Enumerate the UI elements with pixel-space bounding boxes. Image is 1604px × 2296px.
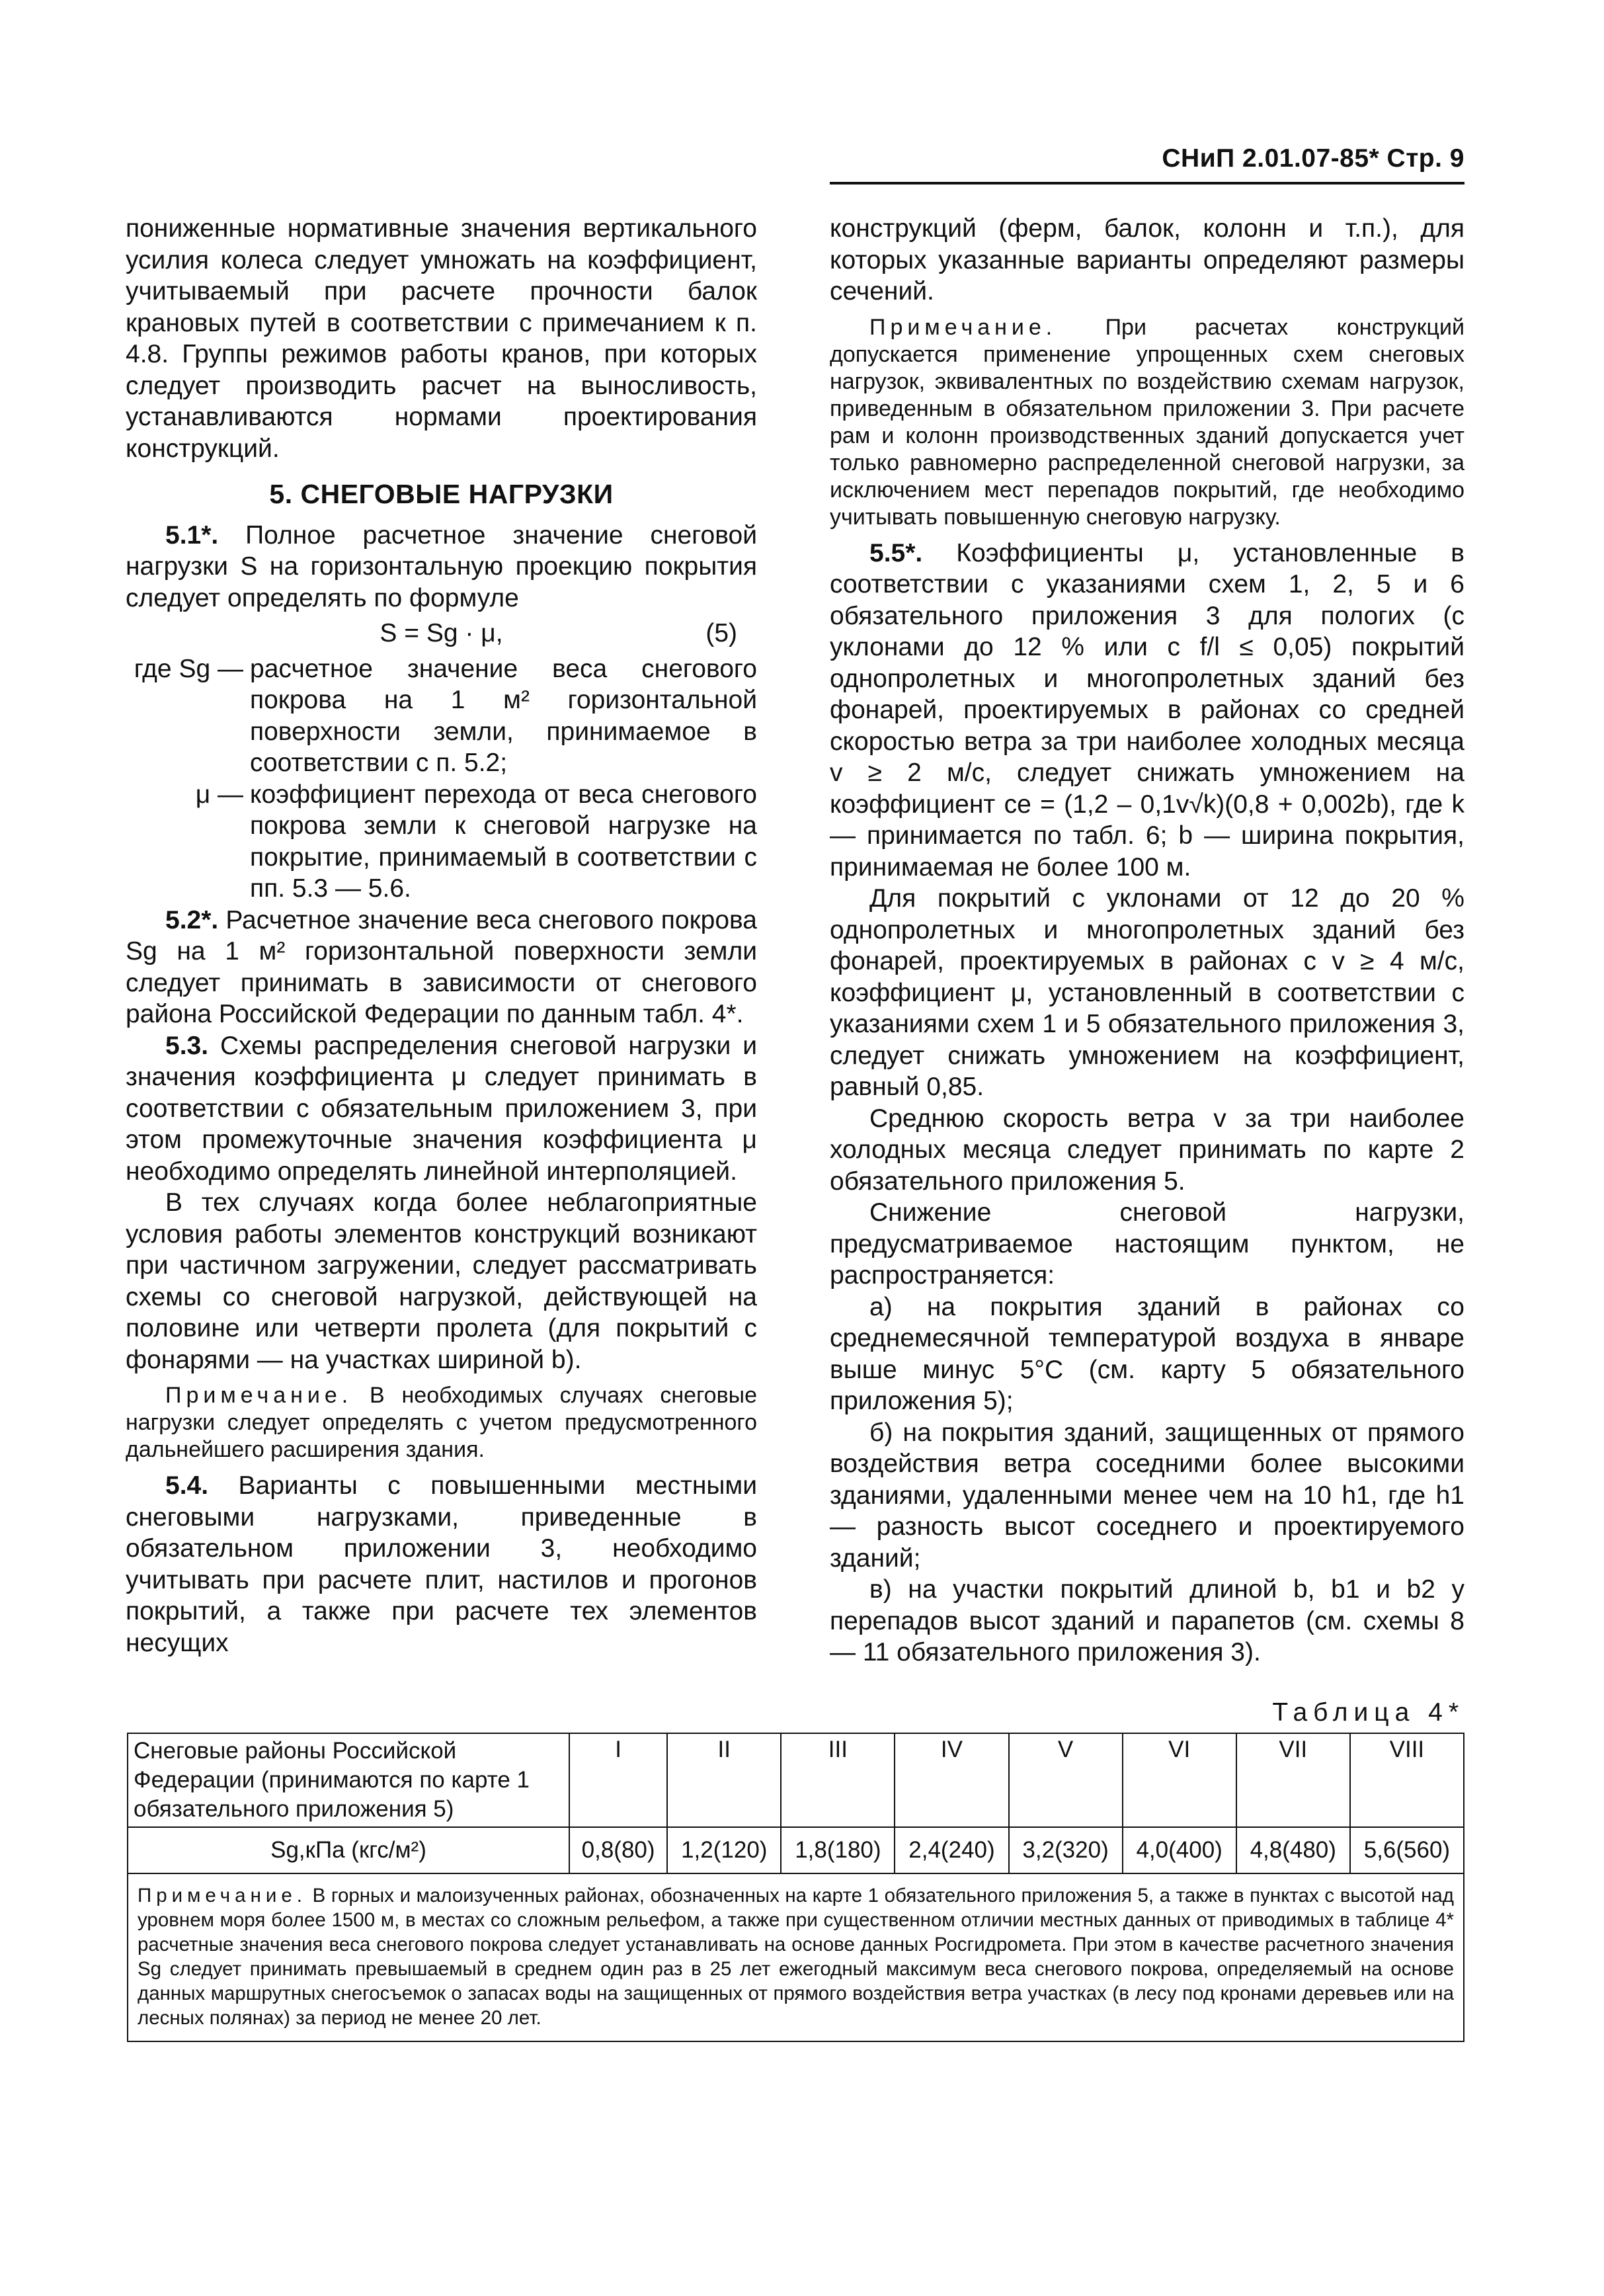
definition-sg <box>126 653 757 779</box>
paragraph-exceptions: Снижение снеговой нагрузки, предусматриваемое настоящим пунктом, не распространяется: <box>830 1198 1464 1290</box>
clause-text: Схемы распределения снеговой нагрузки и значения коэффициента μ следует принимать в соответствии с обязательным приложением 3, при этом промежуточные значения коэффициента μ необходимо определять линейной интерполяцией. <box>126 1031 757 1186</box>
table-header-label: Снеговые районы Российской Федерации (принимаются по карте 1 обязательного приложения 5) <box>128 1733 569 1827</box>
clause-5-4 <box>126 1470 757 1659</box>
value-cell: 2,4(240) <box>895 1827 1008 1873</box>
value-cell: 5,6(560) <box>1350 1827 1464 1873</box>
paragraph-partial-loading: В тех случаях когда более неблагоприятные условия работы элементов конструкций возникают при частичном загружении, следует рассматривать схемы со снеговой нагрузкой, действующей на половине или четверти пролета (для покрытий с фонарями — на участках шириной b). <box>126 1188 757 1374</box>
clause-text: Полное расчетное значение снеговой нагрузки S на горизонтальную проекцию покрытия следует определять по формуле <box>126 520 757 612</box>
value-cell: 1,2(120) <box>667 1827 781 1873</box>
page-header: СНиП 2.01.07-85* Стр. 9 <box>1162 144 1464 173</box>
region-cell: III <box>781 1733 895 1827</box>
table-header-row <box>128 1733 1464 1827</box>
region-cell: V <box>1009 1733 1123 1827</box>
clause-label: 5.2*. <box>165 905 219 934</box>
definition-term: где Sg — <box>134 654 243 683</box>
snow-load-table <box>127 1733 1464 2042</box>
clause-5-1 <box>126 520 757 614</box>
note-text: При расчетах конструкций допускается применение упрощенных схем снеговых нагрузок, эквивалентных по воздействию схемам нагрузок, приведенным в обязательном приложении 3. При расчете рам и колонн производственных зданий допускается учет только равномерно распределенной снеговой нагрузки, за исключением мест перепадов покрытий, где необходимо учитывать повышенную снеговую нагрузку. <box>830 314 1465 530</box>
note-5-3 <box>126 1382 757 1463</box>
note-label: Примечание. <box>138 1885 307 1906</box>
value-cell: 0,8(80) <box>569 1827 667 1873</box>
clause-text: Расчетное значение веса снегового покрова Sg на 1 м² горизонтальной поверхности земли следует принимать в зависимости от снегового района Российской Федерации по данным табл. 4*. <box>126 905 758 1028</box>
clause-5-2 <box>126 905 757 1030</box>
clause-5-3 <box>126 1030 757 1188</box>
table-note-row <box>128 1873 1464 2041</box>
clause-text: Варианты с повышенными местными снеговыми нагрузками, приведенные в обязательном приложении 3, необходимо учитывать при расчете плит, настилов и прогонов покрытий, а также при расчете тех элементов несущих <box>126 1471 757 1657</box>
value-cell: 4,0(400) <box>1123 1827 1236 1873</box>
region-cell: IV <box>895 1733 1008 1827</box>
value-cell: 4,8(480) <box>1236 1827 1350 1873</box>
note-label: Примечание. <box>165 1383 353 1408</box>
value-cell: 1,8(180) <box>781 1827 895 1873</box>
left-column <box>126 213 757 1659</box>
paragraph-continuation: пониженные нормативные значения вертикального усилия колеса следует умножать на коэффициент, учитываемый при расчете прочности балок крановых путей в соответствии с примечанием к п. 4.8. Группы режимов работы кранов, при которых следует производить расчет на выносливость, устанавливаются нормами проектирования конструкций. <box>126 214 757 463</box>
table-title: Таблица 4* <box>1272 1698 1464 1727</box>
table-value-row <box>128 1827 1464 1873</box>
paragraph-wind-speed: Среднюю скорость ветра v за три наиболее холодных месяца следует принимать по карте 2 обязательного приложения 5. <box>830 1104 1464 1196</box>
region-cell: I <box>569 1733 667 1827</box>
definition-term: μ — <box>195 780 243 809</box>
table-note <box>128 1873 1464 2041</box>
row-label: Sg,кПа (кгс/м²) <box>128 1827 569 1873</box>
formula-expression: S = Sg · μ, <box>380 619 503 647</box>
note-text: В необходимых случаях снеговые нагрузки следует определять с учетом предусмотренного дальнейшего расширения здания. <box>126 1383 757 1462</box>
definition-text: расчетное значение веса снегового покрова на 1 м² горизонтальной поверхности земли, принимаемое в соответствии с п. 5.2; <box>250 654 757 777</box>
formula-number: (5) <box>705 619 737 647</box>
exception-a: а) на покрытия зданий в районах со среднемесячной температурой воздуха в январе выше минус 5°С (см. карту 5 обязательного приложения 5); <box>830 1292 1464 1415</box>
right-column <box>830 213 1464 1668</box>
clause-label: 5.3. <box>165 1031 209 1060</box>
clause-label: 5.5*. <box>869 538 923 567</box>
formula-5 <box>126 618 757 649</box>
note-5-4 <box>830 314 1464 531</box>
definition-text: коэффициент перехода от веса снегового покрова земли к снеговой нагрузке на покрытие, принимаемый в соответствии с пп. 5.3 — 5.6. <box>250 780 757 903</box>
note-text: В горных и малоизученных районах, обозначенных на карте 1 обязательного приложения 5, а также в пунктах с высотой над уровнем моря более 1500 м, в местах со сложным рельефом, а также при существенном отличии местных данных от приводимых в таблице 4* расчетные значения веса снегового покрова следует устанавливать на основе данных Росгидромета. При этом в качестве расчетного значения Sg следует принимать превышаемый в среднем один раз в 25 лет ежегодный максимум веса снегового покрова, определяемый на основе данных маршрутных снегосъемок о запасах воды на защищенных от прямого воздействия ветра участках (в лесу под кронами деревьев или на лесных полянах) за период не менее 20 лет. <box>138 1885 1454 2029</box>
exception-c: в) на участки покрытий длиной b, b1 и b2 у перепадов высот зданий и парапетов (см. схемы 8 — 11 обязательного приложения 3). <box>830 1575 1464 1666</box>
clause-label: 5.1*. <box>165 520 219 550</box>
region-cell: VI <box>1123 1733 1236 1827</box>
note-label: Примечание. <box>869 314 1057 340</box>
exception-b: б) на покрытия зданий, защищенных от прямого воздействия ветра соседними более высокими зданиями, удаленными менее чем на 10 h1, где h1 — разность высот соседнего и проектируемого зданий; <box>830 1418 1464 1573</box>
clause-5-5 <box>830 538 1464 883</box>
paragraph-continuation: конструкций (ферм, балок, колонн и т.п.), для которых указанные варианты определяют размеры сечений. <box>830 214 1464 306</box>
region-cell: VII <box>1236 1733 1350 1827</box>
value-cell: 3,2(320) <box>1009 1827 1123 1873</box>
paragraph-slopes: Для покрытий с уклонами от 12 до 20 % однопролетных и многопролетных зданий без фонарей, проектируемых в районах с v ≥ 4 м/с, коэффициент μ, установленный в соответствии с указаниями схем 1 и 5 обязательного приложения 3, следует снижать умножением на коэффициент, равный 0,85. <box>830 884 1464 1101</box>
section-title: 5. СНЕГОВЫЕ НАГРУЗКИ <box>269 479 614 509</box>
clause-label: 5.4. <box>165 1471 209 1500</box>
clause-text: Коэффициенты μ, установленные в соответствии с указаниями схем 1, 2, 5 и 6 обязательного приложения 3 для пологих (с уклонами до 12 % или с f/l ≤ 0,05) покрытий однопролетных и многопролетных зданий без фонарей, проектируемых в районах со средней скоростью ветра за три наиболее холодных месяца v ≥ 2 м/с, следует снижать умножением на коэффициент ce = (1,2 – 0,1v√k)(0,8 + 0,002b), где k — принимается по табл. 6; b — ширина покрытия, принимаемая не более 100 м. <box>830 538 1464 882</box>
header-rule <box>830 182 1464 184</box>
region-cell: VIII <box>1350 1733 1464 1827</box>
definition-mu <box>126 779 757 905</box>
region-cell: II <box>667 1733 781 1827</box>
